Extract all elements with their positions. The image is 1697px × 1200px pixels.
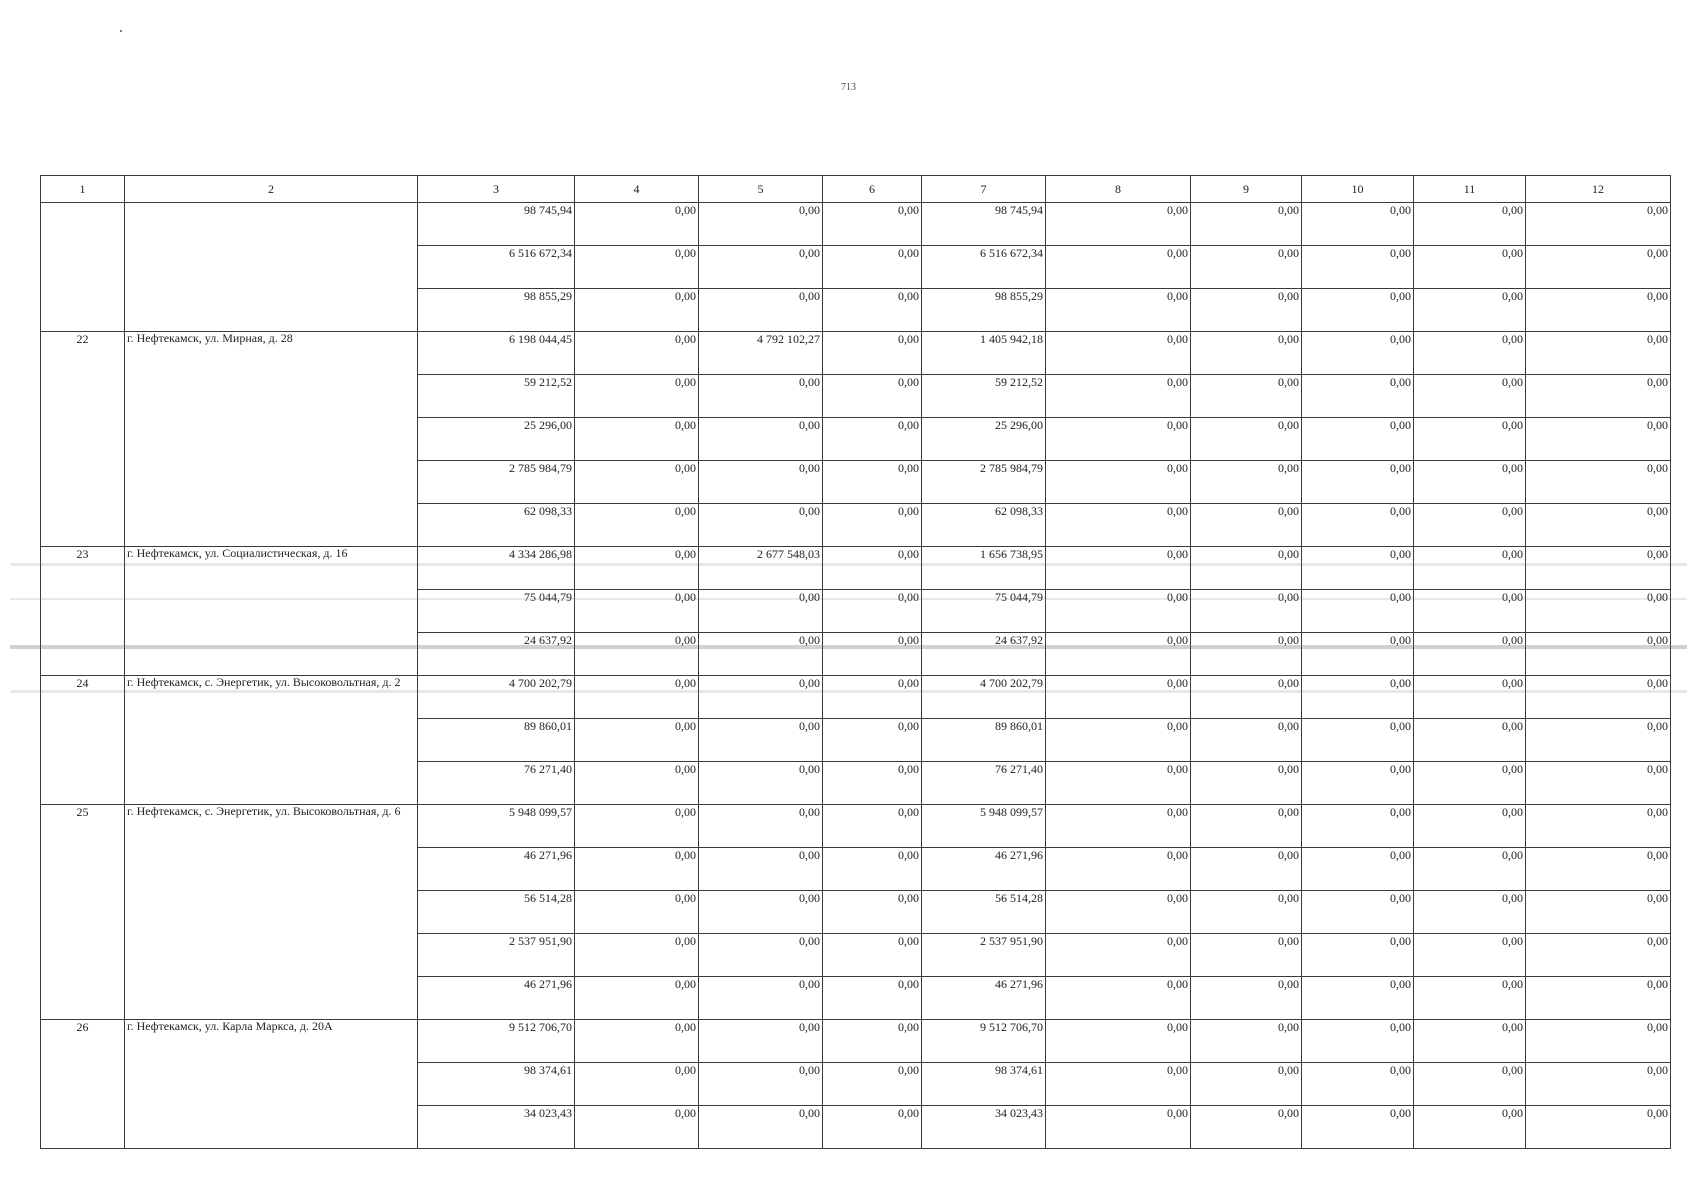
column-header: 2 <box>125 176 418 203</box>
amount-cell: 0,00 <box>1526 590 1671 633</box>
amount-cell: 4 792 102,27 <box>699 332 823 375</box>
amount-cell: 46 271,96 <box>418 977 575 1020</box>
amount-cell: 0,00 <box>575 633 699 676</box>
amount-cell: 56 514,28 <box>922 891 1046 934</box>
column-header: 7 <box>922 176 1046 203</box>
column-header: 6 <box>823 176 922 203</box>
amount-cell: 0,00 <box>575 375 699 418</box>
amount-cell: 5 948 099,57 <box>418 805 575 848</box>
item-number <box>41 203 125 332</box>
amount-cell: 1 405 942,18 <box>922 332 1046 375</box>
amount-cell: 0,00 <box>1526 719 1671 762</box>
amount-cell: 0,00 <box>699 590 823 633</box>
amount-cell: 46 271,96 <box>922 977 1046 1020</box>
amount-cell: 0,00 <box>1191 203 1302 246</box>
amount-cell: 0,00 <box>1046 246 1191 289</box>
amount-cell: 89 860,01 <box>922 719 1046 762</box>
amount-cell: 0,00 <box>823 547 922 590</box>
amount-cell: 0,00 <box>1414 977 1526 1020</box>
address-cell: г. Нефтекамск, ул. Карла Маркса, д. 20А <box>125 1020 418 1149</box>
amount-cell: 0,00 <box>1191 633 1302 676</box>
amount-cell: 2 785 984,79 <box>418 461 575 504</box>
page-number: 713 <box>841 82 856 93</box>
amount-cell: 0,00 <box>823 805 922 848</box>
amount-cell: 2 537 951,90 <box>922 934 1046 977</box>
amount-cell: 0,00 <box>1046 375 1191 418</box>
amount-cell: 0,00 <box>1191 719 1302 762</box>
amount-cell: 76 271,40 <box>922 762 1046 805</box>
amount-cell: 0,00 <box>1414 203 1526 246</box>
amount-cell: 0,00 <box>1191 676 1302 719</box>
amount-cell: 0,00 <box>1526 461 1671 504</box>
amount-cell: 34 023,43 <box>922 1106 1046 1149</box>
amount-cell: 1 656 738,95 <box>922 547 1046 590</box>
table-header <box>41 176 1671 203</box>
amount-cell: 0,00 <box>823 891 922 934</box>
amount-cell: 0,00 <box>699 891 823 934</box>
amount-cell: 0,00 <box>1046 1063 1191 1106</box>
amount-cell: 0,00 <box>1414 590 1526 633</box>
amount-cell: 0,00 <box>699 633 823 676</box>
amount-cell: 62 098,33 <box>418 504 575 547</box>
amount-cell: 0,00 <box>1302 633 1414 676</box>
amount-cell: 4 700 202,79 <box>418 676 575 719</box>
amount-cell: 0,00 <box>823 203 922 246</box>
amount-cell: 0,00 <box>1302 1063 1414 1106</box>
amount-cell: 0,00 <box>1046 891 1191 934</box>
amount-cell: 0,00 <box>823 934 922 977</box>
amount-cell: 0,00 <box>1414 332 1526 375</box>
amount-cell: 0,00 <box>1046 934 1191 977</box>
amount-cell: 0,00 <box>1046 547 1191 590</box>
amount-cell: 0,00 <box>1526 934 1671 977</box>
amount-cell: 0,00 <box>1191 1020 1302 1063</box>
amount-cell: 0,00 <box>1046 719 1191 762</box>
amount-cell: 0,00 <box>1046 977 1191 1020</box>
amount-cell: 0,00 <box>1302 977 1414 1020</box>
amount-cell: 0,00 <box>1191 418 1302 461</box>
column-header: 4 <box>575 176 699 203</box>
amount-cell: 0,00 <box>1302 418 1414 461</box>
amount-cell: 9 512 706,70 <box>418 1020 575 1063</box>
amount-cell: 0,00 <box>575 1020 699 1063</box>
amount-cell: 0,00 <box>1526 289 1671 332</box>
amount-cell: 0,00 <box>699 676 823 719</box>
table-row <box>41 203 1671 246</box>
address-cell: г. Нефтекамск, ул. Мирная, д. 28 <box>125 332 418 547</box>
amount-cell: 75 044,79 <box>418 590 575 633</box>
amount-cell: 46 271,96 <box>418 848 575 891</box>
amount-cell: 24 637,92 <box>418 633 575 676</box>
amount-cell: 0,00 <box>1302 934 1414 977</box>
amount-cell: 98 374,61 <box>418 1063 575 1106</box>
amount-cell: 0,00 <box>699 762 823 805</box>
amount-cell: 0,00 <box>823 1020 922 1063</box>
amount-cell: 0,00 <box>699 375 823 418</box>
table-row <box>41 805 1671 848</box>
amount-cell: 0,00 <box>1302 891 1414 934</box>
amount-cell: 0,00 <box>575 1106 699 1149</box>
amount-cell: 0,00 <box>1526 762 1671 805</box>
column-header: 9 <box>1191 176 1302 203</box>
column-header: 3 <box>418 176 575 203</box>
amount-cell: 0,00 <box>1302 461 1414 504</box>
amount-cell: 0,00 <box>1302 1020 1414 1063</box>
amount-cell: 0,00 <box>1414 1063 1526 1106</box>
amount-cell: 0,00 <box>1414 504 1526 547</box>
amount-cell: 5 948 099,57 <box>922 805 1046 848</box>
amount-cell: 0,00 <box>699 934 823 977</box>
amount-cell: 98 855,29 <box>922 289 1046 332</box>
amount-cell: 98 745,94 <box>418 203 575 246</box>
table-row <box>41 676 1671 719</box>
amount-cell: 2 677 548,03 <box>699 547 823 590</box>
amount-cell: 0,00 <box>575 461 699 504</box>
amount-cell: 0,00 <box>1414 891 1526 934</box>
amount-cell: 0,00 <box>1526 1063 1671 1106</box>
amount-cell: 0,00 <box>575 805 699 848</box>
amount-cell: 2 537 951,90 <box>418 934 575 977</box>
amount-cell: 0,00 <box>1414 934 1526 977</box>
table-row <box>41 332 1671 375</box>
amount-cell: 0,00 <box>575 504 699 547</box>
amount-cell: 0,00 <box>575 547 699 590</box>
table-row <box>41 547 1671 590</box>
column-header: 11 <box>1414 176 1526 203</box>
amount-cell: 0,00 <box>1046 762 1191 805</box>
amount-cell: 75 044,79 <box>922 590 1046 633</box>
amount-cell: 0,00 <box>1414 461 1526 504</box>
amount-cell: 0,00 <box>823 676 922 719</box>
amount-cell: 0,00 <box>1191 977 1302 1020</box>
address-cell: г. Нефтекамск, с. Энергетик, ул. Высоковольтная, д. 2 <box>125 676 418 805</box>
amount-cell: 0,00 <box>1302 676 1414 719</box>
amount-cell: 0,00 <box>823 719 922 762</box>
amount-cell: 0,00 <box>1046 633 1191 676</box>
amount-cell: 0,00 <box>1046 590 1191 633</box>
amount-cell: 0,00 <box>1046 1020 1191 1063</box>
amount-cell: 0,00 <box>1526 848 1671 891</box>
amount-cell: 25 296,00 <box>418 418 575 461</box>
amount-cell: 0,00 <box>1302 805 1414 848</box>
amount-cell: 0,00 <box>1526 547 1671 590</box>
amount-cell: 2 785 984,79 <box>922 461 1046 504</box>
amount-cell: 0,00 <box>1526 676 1671 719</box>
amount-cell: 0,00 <box>1046 1106 1191 1149</box>
amount-cell: 0,00 <box>1191 1063 1302 1106</box>
address-cell: г. Нефтекамск, ул. Социалистическая, д. 16 <box>125 547 418 676</box>
amount-cell: 0,00 <box>699 418 823 461</box>
amount-cell: 0,00 <box>823 590 922 633</box>
amount-cell: 0,00 <box>823 461 922 504</box>
amount-cell: 46 271,96 <box>922 848 1046 891</box>
amount-cell: 0,00 <box>1526 246 1671 289</box>
amount-cell: 0,00 <box>699 848 823 891</box>
amount-cell: 0,00 <box>1414 1106 1526 1149</box>
amount-cell: 0,00 <box>823 289 922 332</box>
amount-cell: 0,00 <box>575 977 699 1020</box>
amount-cell: 0,00 <box>575 203 699 246</box>
funding-table <box>40 175 1671 1149</box>
amount-cell: 34 023,43 <box>418 1106 575 1149</box>
amount-cell: 0,00 <box>1302 504 1414 547</box>
amount-cell: 0,00 <box>1302 375 1414 418</box>
amount-cell: 76 271,40 <box>418 762 575 805</box>
amount-cell: 0,00 <box>1046 848 1191 891</box>
amount-cell: 98 374,61 <box>922 1063 1046 1106</box>
amount-cell: 0,00 <box>1302 332 1414 375</box>
column-header: 8 <box>1046 176 1191 203</box>
amount-cell: 0,00 <box>1414 805 1526 848</box>
amount-cell: 9 512 706,70 <box>922 1020 1046 1063</box>
item-number: 22 <box>41 332 125 547</box>
amount-cell: 0,00 <box>1046 461 1191 504</box>
amount-cell: 0,00 <box>1414 1020 1526 1063</box>
amount-cell: 62 098,33 <box>922 504 1046 547</box>
amount-cell: 0,00 <box>1414 633 1526 676</box>
amount-cell: 0,00 <box>575 332 699 375</box>
amount-cell: 0,00 <box>823 1106 922 1149</box>
amount-cell: 0,00 <box>1046 676 1191 719</box>
amount-cell: 0,00 <box>1191 461 1302 504</box>
amount-cell: 0,00 <box>823 246 922 289</box>
amount-cell: 0,00 <box>1191 590 1302 633</box>
amount-cell: 0,00 <box>1526 805 1671 848</box>
amount-cell: 0,00 <box>1414 762 1526 805</box>
amount-cell: 0,00 <box>699 461 823 504</box>
amount-cell: 0,00 <box>1414 719 1526 762</box>
amount-cell: 0,00 <box>575 676 699 719</box>
amount-cell: 0,00 <box>1414 848 1526 891</box>
table-row <box>41 1020 1671 1063</box>
amount-cell: 0,00 <box>1191 805 1302 848</box>
amount-cell: 0,00 <box>575 590 699 633</box>
amount-cell: 0,00 <box>1191 934 1302 977</box>
amount-cell: 0,00 <box>823 1063 922 1106</box>
amount-cell: 0,00 <box>1526 977 1671 1020</box>
amount-cell: 0,00 <box>1046 805 1191 848</box>
column-header: 1 <box>41 176 125 203</box>
amount-cell: 0,00 <box>575 1063 699 1106</box>
amount-cell: 0,00 <box>1526 633 1671 676</box>
amount-cell: 0,00 <box>823 977 922 1020</box>
amount-cell: 59 212,52 <box>922 375 1046 418</box>
amount-cell: 0,00 <box>1191 547 1302 590</box>
amount-cell: 0,00 <box>823 504 922 547</box>
amount-cell: 0,00 <box>575 719 699 762</box>
amount-cell: 0,00 <box>1046 418 1191 461</box>
amount-cell: 0,00 <box>823 633 922 676</box>
amount-cell: 0,00 <box>1302 203 1414 246</box>
amount-cell: 89 860,01 <box>418 719 575 762</box>
amount-cell: 0,00 <box>823 418 922 461</box>
amount-cell: 0,00 <box>699 1020 823 1063</box>
amount-cell: 0,00 <box>1414 418 1526 461</box>
amount-cell: 4 700 202,79 <box>922 676 1046 719</box>
amount-cell: 0,00 <box>575 246 699 289</box>
amount-cell: 0,00 <box>1191 332 1302 375</box>
address-cell: г. Нефтекамск, с. Энергетик, ул. Высоковольтная, д. 6 <box>125 805 418 1020</box>
amount-cell: 0,00 <box>575 418 699 461</box>
amount-cell: 0,00 <box>575 848 699 891</box>
amount-cell: 0,00 <box>823 762 922 805</box>
amount-cell: 0,00 <box>1302 719 1414 762</box>
amount-cell: 0,00 <box>1526 1020 1671 1063</box>
amount-cell: 0,00 <box>1302 1106 1414 1149</box>
amount-cell: 0,00 <box>1191 504 1302 547</box>
amount-cell: 6 516 672,34 <box>922 246 1046 289</box>
item-number: 24 <box>41 676 125 805</box>
amount-cell: 0,00 <box>699 805 823 848</box>
amount-cell: 0,00 <box>1191 891 1302 934</box>
amount-cell: 0,00 <box>1046 289 1191 332</box>
amount-cell: 0,00 <box>1526 203 1671 246</box>
amount-cell: 0,00 <box>699 1106 823 1149</box>
amount-cell: 0,00 <box>1526 891 1671 934</box>
amount-cell: 56 514,28 <box>418 891 575 934</box>
amount-cell: 24 637,92 <box>922 633 1046 676</box>
amount-cell: 0,00 <box>699 504 823 547</box>
amount-cell: 0,00 <box>575 891 699 934</box>
amount-cell: 0,00 <box>1191 762 1302 805</box>
amount-cell: 6 516 672,34 <box>418 246 575 289</box>
amount-cell: 0,00 <box>699 289 823 332</box>
amount-cell: 0,00 <box>1526 375 1671 418</box>
amount-cell: 4 334 286,98 <box>418 547 575 590</box>
item-number: 25 <box>41 805 125 1020</box>
column-header: 12 <box>1526 176 1671 203</box>
amount-cell: 0,00 <box>1046 504 1191 547</box>
amount-cell: 0,00 <box>823 332 922 375</box>
amount-cell: 0,00 <box>1414 375 1526 418</box>
amount-cell: 0,00 <box>1302 848 1414 891</box>
amount-cell: 0,00 <box>699 246 823 289</box>
amount-cell: 0,00 <box>1526 1106 1671 1149</box>
amount-cell: 0,00 <box>1191 289 1302 332</box>
amount-cell: 0,00 <box>1302 762 1414 805</box>
item-number: 23 <box>41 547 125 676</box>
amount-cell: 0,00 <box>1046 203 1191 246</box>
amount-cell: 0,00 <box>699 203 823 246</box>
amount-cell: 0,00 <box>1191 1106 1302 1149</box>
amount-cell: 0,00 <box>575 762 699 805</box>
amount-cell: 0,00 <box>1191 246 1302 289</box>
amount-cell: 0,00 <box>1191 848 1302 891</box>
amount-cell: 0,00 <box>823 375 922 418</box>
address-cell <box>125 203 418 332</box>
amount-cell: 0,00 <box>1414 547 1526 590</box>
item-number: 26 <box>41 1020 125 1149</box>
amount-cell: 0,00 <box>699 719 823 762</box>
amount-cell: 98 855,29 <box>418 289 575 332</box>
amount-cell: 0,00 <box>823 848 922 891</box>
amount-cell: 98 745,94 <box>922 203 1046 246</box>
amount-cell: 0,00 <box>1526 332 1671 375</box>
amount-cell: 0,00 <box>1414 246 1526 289</box>
amount-cell: 0,00 <box>1191 375 1302 418</box>
amount-cell: 0,00 <box>575 934 699 977</box>
amount-cell: 0,00 <box>1302 289 1414 332</box>
amount-cell: 59 212,52 <box>418 375 575 418</box>
column-header: 10 <box>1302 176 1414 203</box>
amount-cell: 0,00 <box>1302 590 1414 633</box>
amount-cell: 0,00 <box>1302 547 1414 590</box>
table-body <box>41 203 1671 1149</box>
amount-cell: 0,00 <box>1414 676 1526 719</box>
scan-speck <box>120 30 122 32</box>
amount-cell: 0,00 <box>1046 332 1191 375</box>
amount-cell: 0,00 <box>699 977 823 1020</box>
amount-cell: 0,00 <box>1526 418 1671 461</box>
amount-cell: 0,00 <box>1414 289 1526 332</box>
amount-cell: 0,00 <box>1302 246 1414 289</box>
amount-cell: 6 198 044,45 <box>418 332 575 375</box>
amount-cell: 0,00 <box>699 1063 823 1106</box>
amount-cell: 0,00 <box>1526 504 1671 547</box>
header-row <box>41 176 1671 203</box>
amount-cell: 0,00 <box>575 289 699 332</box>
column-header: 5 <box>699 176 823 203</box>
amount-cell: 25 296,00 <box>922 418 1046 461</box>
